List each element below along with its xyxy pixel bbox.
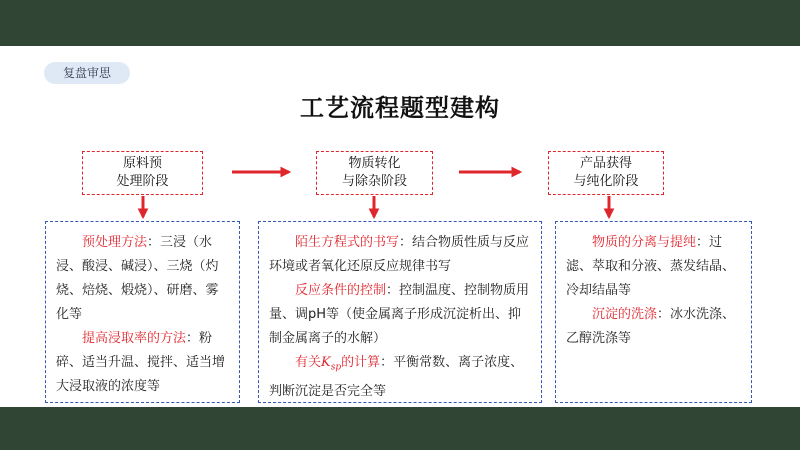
ksp-prefix: 有关 — [295, 355, 322, 370]
section-tag: 复盘审思 — [44, 62, 130, 84]
paragraph-ksp — [269, 351, 531, 404]
heading-ksp — [295, 355, 381, 373]
stage-label-line2: 与除杂阶段 — [341, 174, 407, 189]
ksp-suffix: 的计算 — [341, 355, 381, 370]
heading-pretreatment-methods: 预处理方法 — [82, 235, 148, 250]
text-ksp: ：平衡常数、离子浓度、判断沉淀是否完全等 — [269, 355, 524, 399]
paragraph-methods — [56, 231, 229, 327]
paragraph-leaching-rate — [56, 327, 229, 399]
stage-label-line1: 产品获得 — [579, 156, 632, 171]
bottom-band — [0, 407, 800, 450]
text-separation: ：过滤、萃取和分液、蒸发结晶、冷却结晶等 — [566, 235, 736, 298]
pretreatment-details — [45, 221, 240, 403]
text-pretreatment-methods: ：三浸（水浸、酸浸、碱浸）、三烧（灼烧、焙烧、煅烧）、研磨、雾化等 — [56, 235, 219, 322]
heading-leaching-rate: 提高浸取率的方法 — [82, 331, 187, 346]
heading-conditions: 反应条件的控制 — [295, 283, 387, 298]
ksp-k: K — [321, 355, 331, 370]
stage-label-line2: 处理阶段 — [116, 174, 169, 189]
stage-label-line2: 与纯化阶段 — [573, 174, 639, 189]
page-title: 工艺流程题型建构 — [300, 94, 500, 122]
product-details — [555, 221, 752, 403]
stage-product — [548, 151, 664, 195]
paragraph-equations — [269, 231, 531, 279]
heading-equations: 陌生方程式的书写 — [295, 235, 400, 250]
stage-pretreatment — [82, 151, 203, 195]
text-equations: ：结合物质性质与反应环境或者氧化还原反应规律书写 — [269, 235, 530, 274]
paragraph-washing — [566, 303, 741, 351]
text-leaching-rate: ：粉碎、适当升温、搅拌、适当增大浸取液的浓度等 — [56, 331, 226, 394]
stage-label-line1: 物质转化 — [348, 156, 401, 171]
ksp-symbol — [321, 355, 342, 373]
stage-label-line1: 原料预 — [122, 156, 162, 171]
text-washing: ：冰水洗涤、乙醇洗涤等 — [566, 307, 736, 346]
paragraph-separation — [566, 231, 741, 303]
conversion-details — [258, 221, 542, 403]
paragraph-conditions — [269, 279, 531, 351]
top-band — [0, 0, 800, 46]
text-conditions: ：控制温度、控制物质用量、调pH等（使金属离子形成沉淀析出、抑制金属离子的水解） — [269, 283, 530, 346]
stage-conversion — [316, 151, 433, 195]
ksp-subscript: sp — [330, 362, 342, 373]
heading-separation: 物质的分离与提纯 — [592, 235, 697, 250]
heading-washing: 沉淀的洗涤 — [592, 307, 658, 322]
